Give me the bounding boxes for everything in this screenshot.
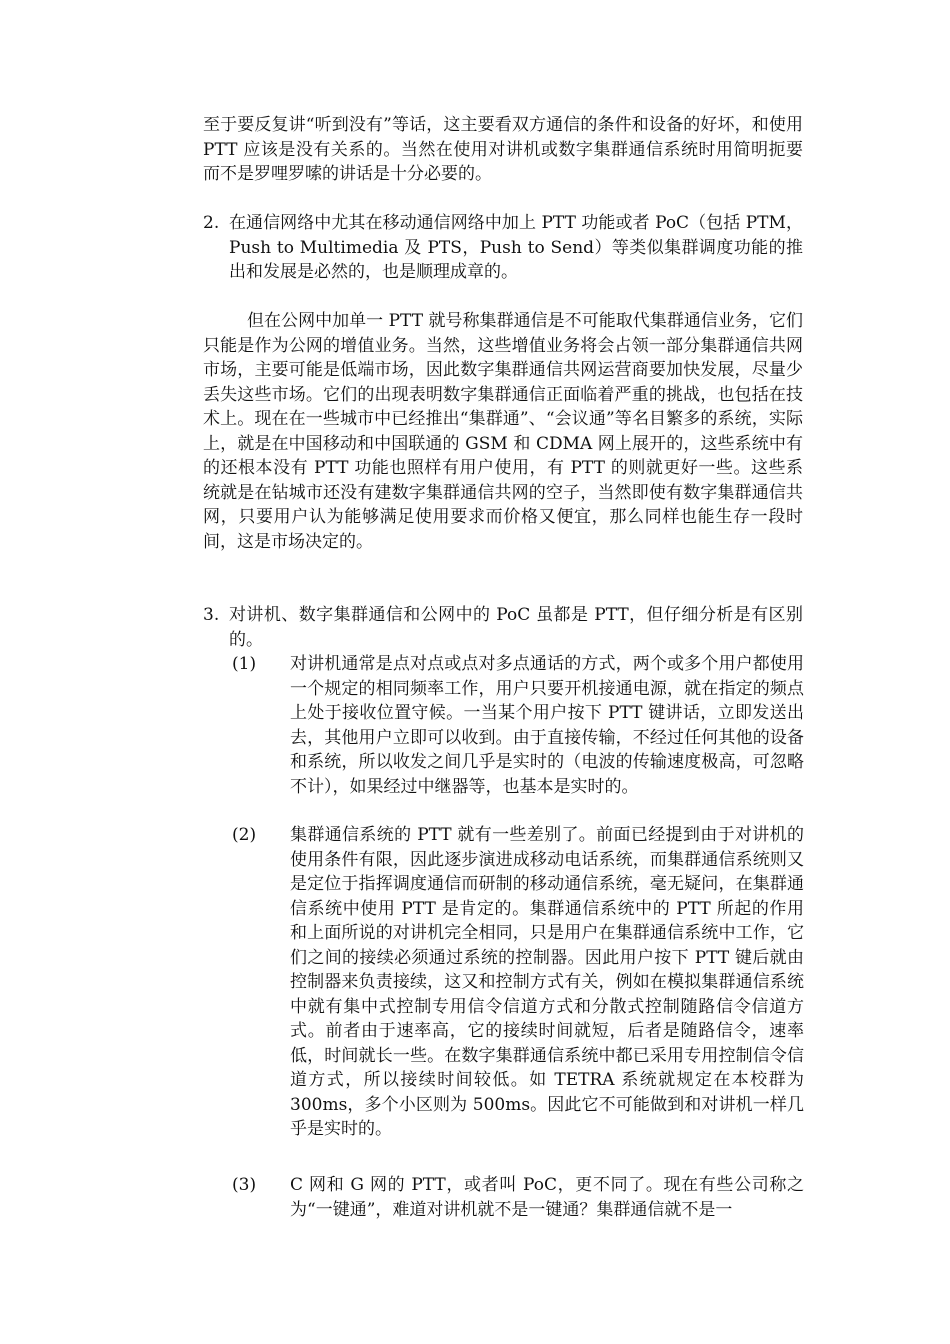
subitem-2	[232, 823, 804, 1142]
intro-paragraph: 至于要反复讲“听到没有”等话，这主要看双方通信的条件和设备的好坏，和使用 PTT 应该是没有关系的。当然在使用对讲机或数字集群通信系统时用简明扼要而不是罗哩罗嗦的讲话是十分必要的。	[203, 115, 803, 184]
subitem-3	[232, 1173, 804, 1222]
list-item-3-number: 3.	[203, 605, 220, 625]
list-item-3-text: 对讲机、数字集群通信和公网中的 PoC 虽都是 PTT，但仔细分析是有区别的。	[229, 605, 803, 650]
subitem-1	[232, 652, 804, 799]
subitem-1-number: (1)	[232, 654, 257, 674]
list-item-3	[203, 603, 803, 652]
subitem-2-text: 集群通信系统的 PTT 就有一些差别了。前面已经提到由于对讲机的使用条件有限，因此逐步演进成移动电话系统，而集群通信系统则又是定位于指挥调度通信而研制的移动通信系统，毫无疑问，在集群通信系统中使用 PTT 是肯定的。集群通信系统中的 PTT 所起的作用和上面所说的对讲机完全相同，只是用户在集群通信系统中工作，它们之间的接续必须通过系统的控制器。因此用户按下 PTT 键后就由控制器来负责接续，这又和控制方式有关，例如在模拟集群通信系统中就有集中式控制专用信令信道方式和分散式控制随路信令信道方式。前者由于速率高，它的接续时间就短，后者是随路信令，速率低，时间就长一些。在数字集群通信系统中都已采用专用控制信令信道方式，所以接续时间较低。如 TETRA 系统就规定在本校群为 300ms，多个小区则为 500ms。因此它不可能做到和对讲机一样几乎是实时的。	[290, 825, 804, 1139]
subitem-3-text: C 网和 G 网的 PTT，或者叫 PoC，更不同了。现在有些公司称之为“一键通”，难道对讲机就不是一键通？集群通信就不是一	[290, 1175, 804, 1220]
list-item-2-number: 2.	[203, 213, 220, 233]
list-item-2-text: 在通信网络中尤其在移动通信网络中加上 PTT 功能或者 PoC（包括 PTM，Push to Multimedia 及 PTS，Push to Send）等类似集群调度功能的推出和发展是必然的，也是顺理成章的。	[229, 213, 803, 282]
body-paragraph: 但在公网中加单一 PTT 就号称集群通信是不可能取代集群通信业务，它们只能是作为公网的增值业务。当然，这些增值业务将会占领一部分集群通信共网市场，主要可能是低端市场，因此数字集群通信共网运营商要加快发展，尽量少丢失这些市场。它们的出现表明数字集群通信正面临着严重的挑战，也包括在技术上。现在在一些城市中已经推出“集群通”、“会议通”等名目繁多的系统，实际上，就是在中国移动和中国联通的 GSM 和 CDMA 网上展开的，这些系统中有的还根本没有 PTT 功能也照样有用户使用，有 PTT 的则就更好一些。这些系统就是在钻城市还没有建数字集群通信共网的空子，当然即使有数字集群通信共网，只要用户认为能够满足使用要求而价格又便宜，那么同样也能生存一段时间，这是市场决定的。	[203, 311, 803, 552]
subitem-2-number: (2)	[232, 825, 257, 845]
subitem-3-number: (3)	[232, 1175, 257, 1195]
list-item-2	[203, 211, 803, 285]
subitem-1-text: 对讲机通常是点对点或点对多点通话的方式，两个或多个用户都使用一个规定的相同频率工作，用户只要开机接通电源，就在指定的频点上处于接收位置守候。一当某个用户按下 PTT 键讲话，立即发送出去，其他用户立即可以收到。由于直接传输，不经过任何其他的设备和系统，所以收发之间几乎是实时的（电波的传输速度极高，可忽略不计），如果经过中继器等，也基本是实时的。	[290, 654, 804, 797]
